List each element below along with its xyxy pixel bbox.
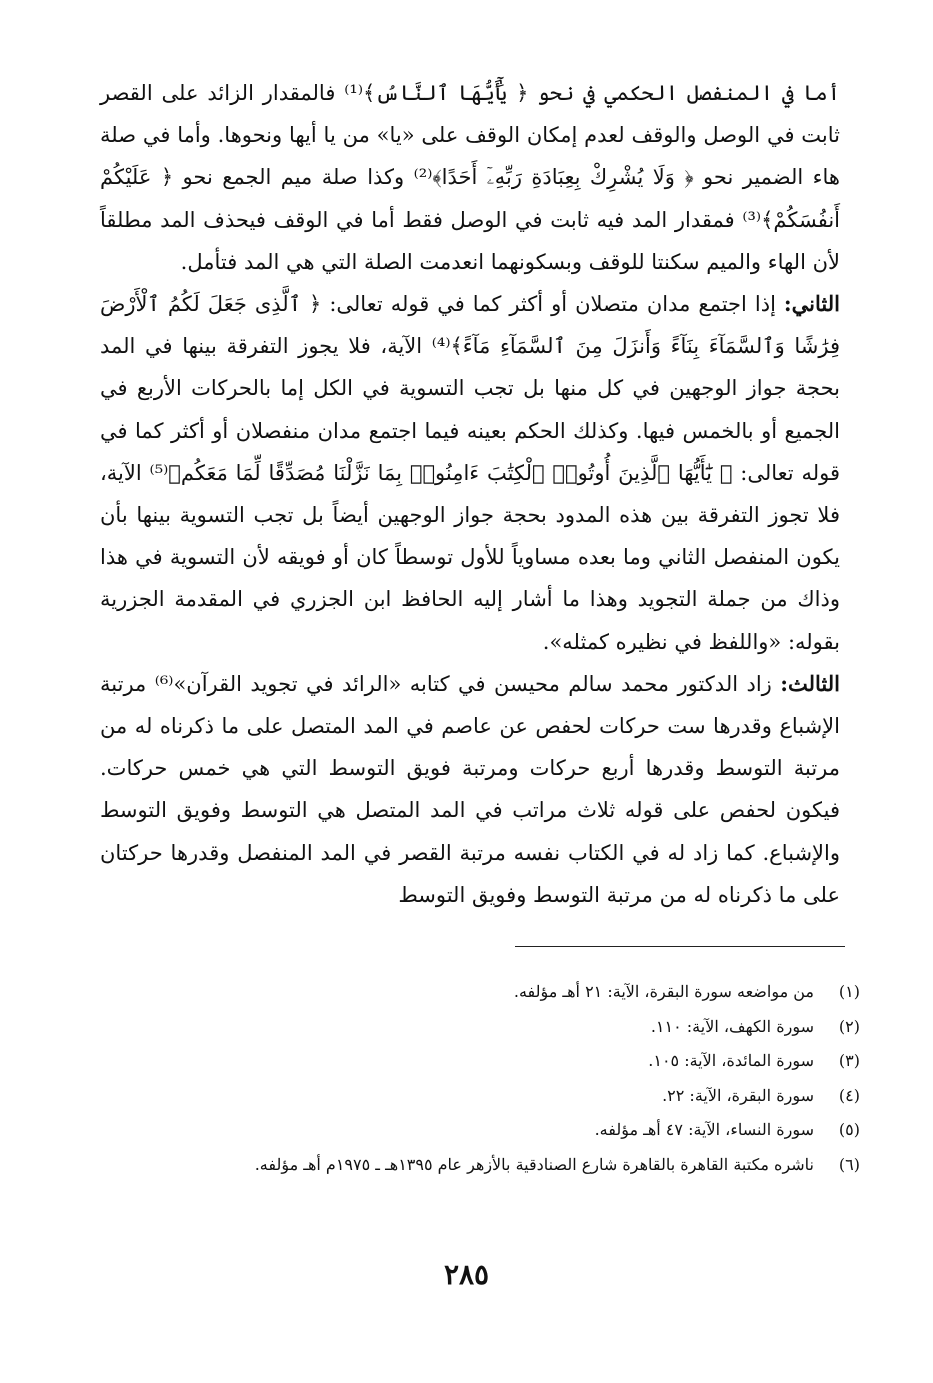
paragraph-1 [100, 72, 840, 283]
paragraph-text: زاد الدكتور محمد سالم محيسن في كتابه «الرائد في تجويد القرآن»⁽⁶⁾ مرتبة الإشباع وقدرها ست حركات لحفص عن عاصم في المد المتصل على ما ذكرناه له من مرتبة التوسط وقدرها أربع حركات ومرتبة فويق التوسط التي هي خمس حركات. فيكون لحفص على قوله ثلاث مراتب في المد المتصل هي التوسط وفويق التوسط والإشباع. كما زاد له في الكتاب نفسه مرتبة القصر في المد المنفصل وقدرها حركتان على ما ذكرناه له من مرتبة التوسط وفويق التوسط [100, 671, 840, 907]
footnote-number: (٥) [838, 1120, 860, 1139]
footnote-item [100, 1148, 860, 1183]
footnote-number: (٦) [838, 1154, 860, 1174]
footnote-number: (٤) [838, 1085, 860, 1105]
footnote-text: سورة الكهف، الآية: ١١٠. [650, 1016, 814, 1036]
footnote-text: سورة المائدة، الآية: ١٠٥. [648, 1051, 814, 1070]
paragraph-text: أما في المنفصل الحكمي في نحو ﴿ يَٰٓأَيُّهَا ٱلنَّاسُ﴾⁽¹⁾ فالمقدار الزائد على القصر ثابت في الوصل والوقف لعدم إمكان الوقف على «يا» من يا أيها ونحوها. وأما في صلة هاء الضمير نحو ﴿ وَلَا يُشْرِكْ بِعِبَادَةِ رَبِّهِۦٓ أَحَدًا﴾⁽²⁾ وكذا صلة ميم الجمع نحو ﴿ عَلَيْكُمْ أَنفُسَكُمْ﴾⁽³⁾ فمقدار المد فيه ثابت في الوصل فقط أما في الوقف فيحذف المد مطلقاً لأن الهاء والميم سكنتا للوقف وبسكونهما انعدمت الصلة التي هي المد فتأمل. [100, 81, 840, 274]
paragraph-3 [100, 663, 840, 916]
footnote-item [100, 975, 860, 1010]
footnote-item [100, 1044, 860, 1079]
paragraph-text: إذا اجتمع مدان متصلان أو أكثر كما في قوله تعالى: ﴿ ٱلَّذِى جَعَلَ لَكُمُ ٱلْأَرْضَ فِرَٰشًا وَٱلسَّمَآءَ بِنَآءً وَأَنزَلَ مِنَ ٱلسَّمَآءِ مَآءً﴾⁽⁴⁾ الآية، فلا يجوز التفرقة بينها في المد بحجة جواز الوجهين في كل منها بل تجب التسوية في الكل إما بالحركات الأربع في الجميع أو بالخمس فيها. وكذلك الحكم بعينه فيما اجتمع مدان منفصلان أو أكثر كما في قوله تعالى: ﴿ يَٰٓأَيُّهَا ٱلَّذِينَ أُوتُوا۟ ٱلْكِتَٰبَ ءَامِنُوا۟ بِمَا نَزَّلْنَا مُصَدِّقًا لِّمَا مَعَكُم﴾⁽⁵⁾ الآية، فلا تجوز التفرقة بين هذه المدود بحجة جواز الوجهين أيضاً بل تجب التسوية بينها بأن يكون المنفصل الثاني وما بعده مساوياً للأول توسطاً كان أو فويقه لأن التسوية في هذا وذاك من جملة التجويد وهذا ما أشار إليه الحافظ ابن الجزري في المقدمة الجزرية بقوله: «واللفظ في نظيره كمثله». [100, 292, 841, 654]
footnote-number: (١) [838, 982, 860, 1001]
footnote-text: ناشره مكتبة القاهرة بالقاهرة شارع الصنادقية بالأزهر عام ١٣٩٥هـ ـ ١٩٧٥م أهـ مؤلفه. [254, 1154, 814, 1174]
page-number: ٢٨٥ [443, 1258, 490, 1291]
footnote-item [100, 1113, 860, 1148]
footnotes [100, 975, 860, 1182]
footnote-text: سورة البقرة، الآية: ٢٢. [662, 1085, 814, 1105]
paragraph-lead: الثاني: [783, 291, 840, 317]
footnote-number: (٣) [838, 1051, 860, 1070]
footnote-text: من مواضعه سورة البقرة، الآية: ٢١ أهـ مؤلفه. [513, 982, 814, 1001]
paragraph-lead: الثالث: [780, 670, 840, 696]
footnote-divider [515, 946, 845, 947]
paragraph-2 [100, 283, 840, 663]
footnote-text: سورة النساء، الآية: ٤٧ أهـ مؤلفه. [594, 1120, 814, 1139]
footnote-item [100, 1010, 860, 1045]
footnote-number: (٢) [838, 1016, 860, 1036]
footnote-item [100, 1079, 860, 1114]
main-text [100, 72, 840, 916]
